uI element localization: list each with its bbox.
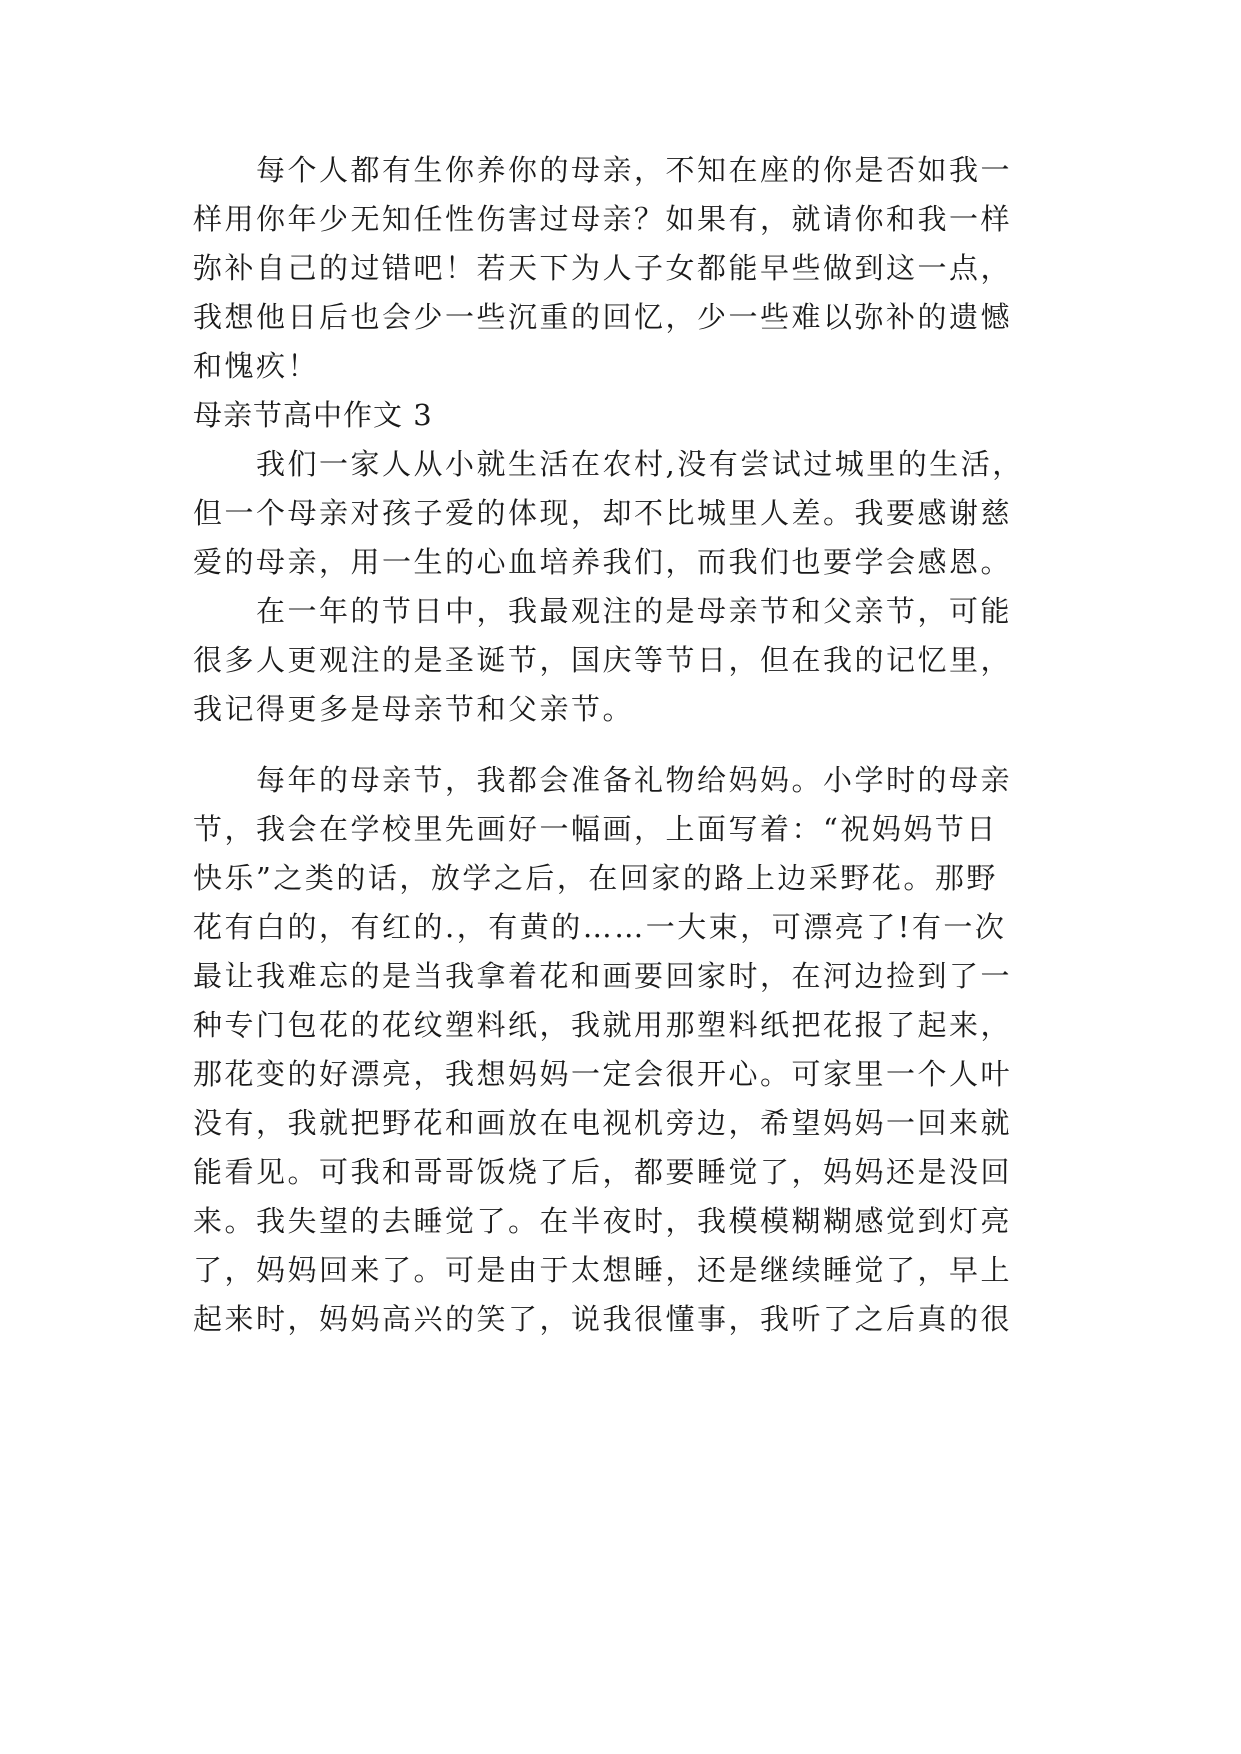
paragraph-4-line-6: 种专门包花的花纹塑料纸，我就用那塑料纸把花报了起来， — [193, 1008, 1013, 1042]
paragraph-1-line-5: 和愧疚！ — [193, 349, 320, 383]
paragraph-4-line-8: 没有，我就把野花和画放在电视机旁边，希望妈妈一回来就 — [193, 1106, 1013, 1140]
section-title: 母亲节高中作文 3 — [193, 398, 433, 432]
paragraph-1-line-1: 每个人都有生你养你的母亲，不知在座的你是否如我一 — [256, 153, 1013, 187]
paragraph-3-line-3: 我记得更多是母亲节和父亲节。 — [193, 692, 635, 726]
paragraph-4-line-9: 能看见。可我和哥哥饭烧了后，都要睡觉了，妈妈还是没回 — [193, 1155, 1013, 1189]
paragraph-3-line-1: 在一年的节日中，我最观注的是母亲节和父亲节，可能 — [256, 594, 1013, 628]
paragraph-4-line-2: 节，我会在学校里先画好一幅画，上面写着：“祝妈妈节日 — [193, 812, 998, 846]
paragraph-4-line-12: 起来时，妈妈高兴的笑了，说我很懂事，我听了之后真的很 — [193, 1302, 1013, 1336]
paragraph-4-line-1: 每年的母亲节，我都会准备礼物给妈妈。小学时的母亲 — [256, 763, 1013, 797]
paragraph-4-line-4: 花有白的，有红的.，有黄的……一大束，可漂亮了!有一次 — [193, 910, 1007, 944]
paragraph-4-line-11: 了，妈妈回来了。可是由于太想睡，还是继续睡觉了，早上 — [193, 1253, 1013, 1287]
paragraph-2-line-1: 我们一家人从小就生活在农村,没有尝试过城里的生活， — [256, 447, 1024, 481]
paragraph-4-line-3: 快乐”之类的话，放学之后，在回家的路上边采野花。那野 — [193, 861, 998, 895]
paragraph-2-line-2: 但一个母亲对孩子爱的体现，却不比城里人差。我要感谢慈 — [193, 496, 1013, 530]
paragraph-1-line-4: 我想他日后也会少一些沉重的回忆，少一些难以弥补的遗憾 — [193, 300, 1013, 334]
paragraph-1-line-2: 样用你年少无知任性伤害过母亲？如果有，就请你和我一样 — [193, 202, 1013, 236]
paragraph-4-line-7: 那花变的好漂亮，我想妈妈一定会很开心。可家里一个人叶 — [193, 1057, 1013, 1091]
paragraph-1-line-3: 弥补自己的过错吧！若天下为人子女都能早些做到这一点， — [193, 251, 1013, 285]
paragraph-3-line-2: 很多人更观注的是圣诞节，国庆等节日，但在我的记忆里， — [193, 643, 1013, 677]
paragraph-2-line-3: 爱的母亲，用一生的心血培养我们，而我们也要学会感恩。 — [193, 545, 1013, 579]
paragraph-4-line-10: 来。我失望的去睡觉了。在半夜时，我模模糊糊感觉到灯亮 — [193, 1204, 1013, 1238]
paragraph-4-line-5: 最让我难忘的是当我拿着花和画要回家时，在河边捡到了一 — [193, 959, 1013, 993]
